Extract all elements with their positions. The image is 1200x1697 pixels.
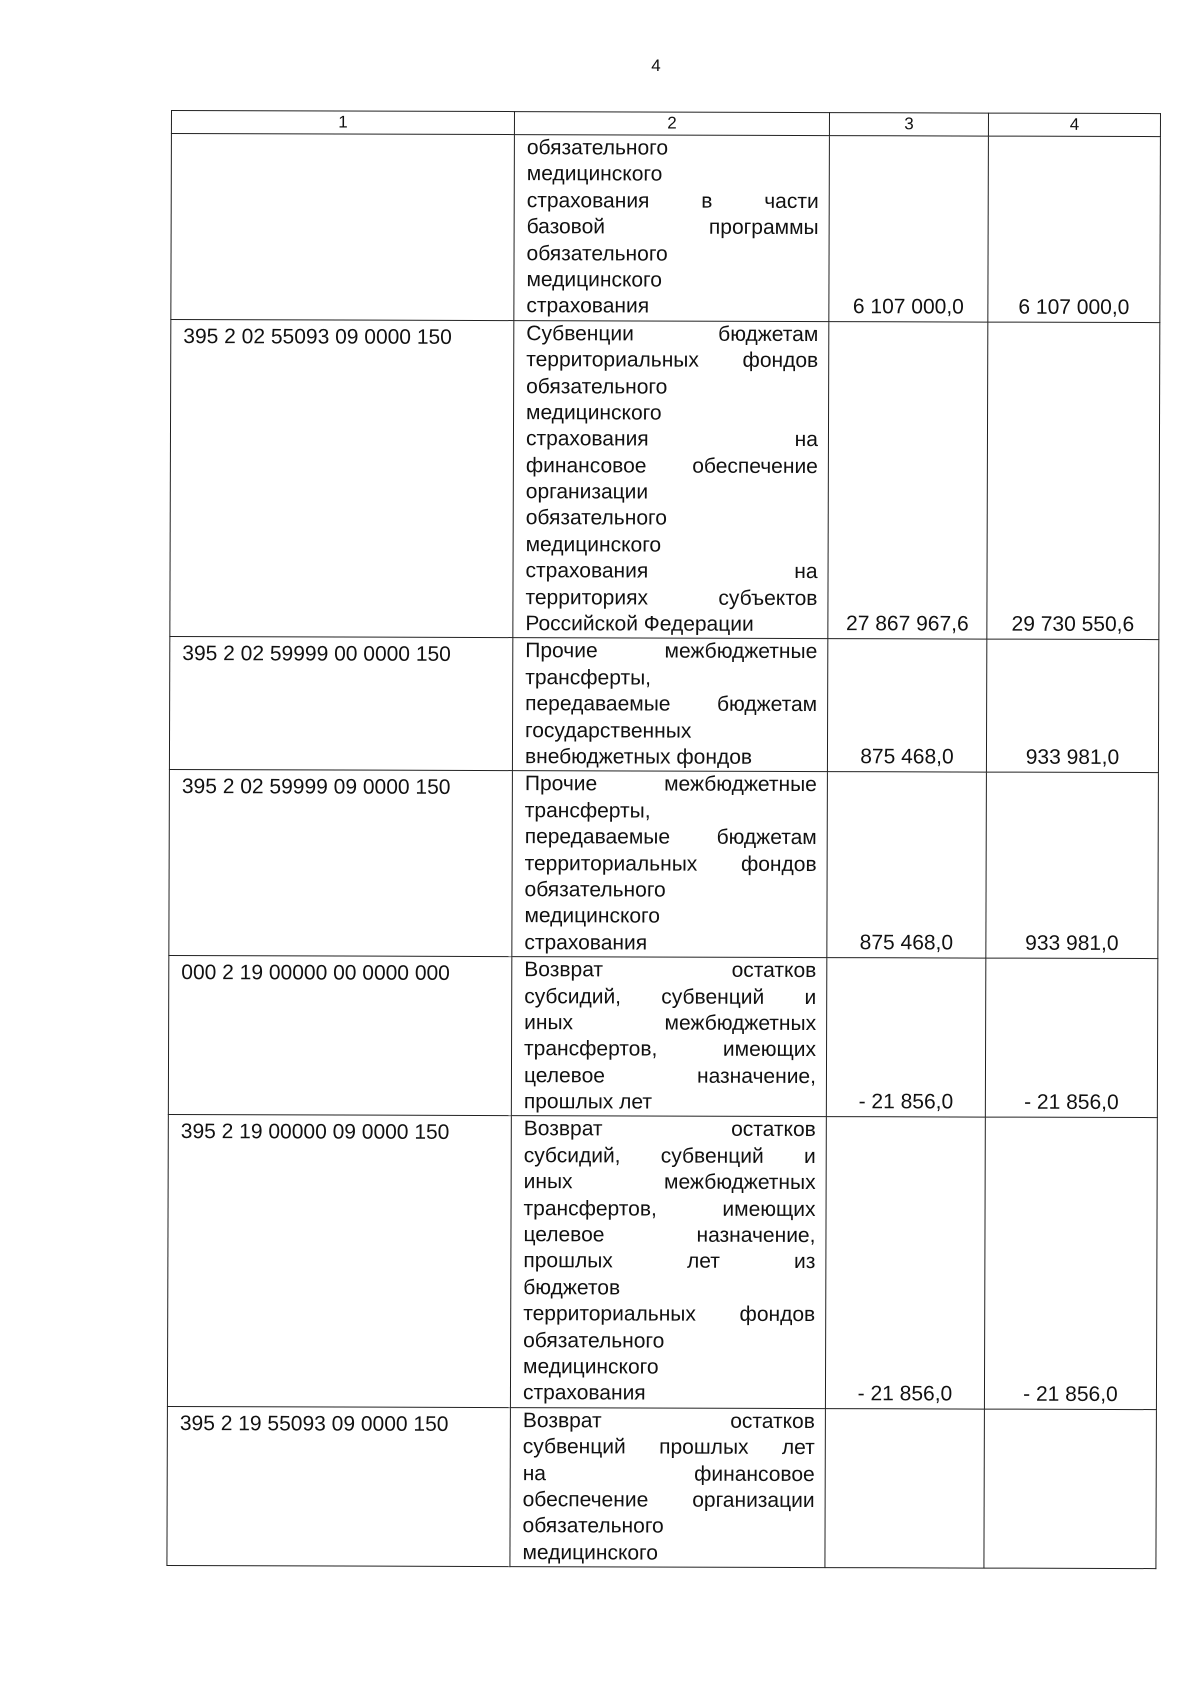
income-name-line	[527, 214, 819, 241]
amount-year-2-cell: 933 981,0	[986, 772, 1159, 958]
table-row	[169, 637, 1158, 773]
income-name-word: финансовое	[694, 1462, 815, 1486]
income-name-word: имеющих	[722, 1038, 817, 1062]
amount-year-2-cell: - 21 856,0	[985, 958, 1157, 1118]
income-name-line: медицинского	[526, 162, 663, 186]
income-name-line	[525, 851, 817, 878]
income-name-line	[524, 1036, 816, 1063]
income-name-line: прошлых лет	[523, 1090, 653, 1114]
amount-year-2-cell: 29 730 550,6	[987, 322, 1160, 640]
income-name-line: медицинского	[524, 904, 660, 928]
income-name-cell	[512, 771, 828, 958]
table-row	[171, 134, 1161, 323]
income-name-line: страхования	[526, 294, 650, 318]
budget-table	[166, 110, 1161, 1569]
header-row	[171, 111, 1160, 137]
income-name-cell	[512, 638, 827, 772]
income-name-word: страхования	[526, 188, 650, 213]
table-row	[167, 1406, 1156, 1568]
amount-year-1-cell: 875 468,0	[827, 772, 987, 958]
income-name-word: страхования	[525, 559, 649, 583]
income-name-line	[523, 1434, 815, 1461]
amount-year-2-cell: - 21 856,0	[984, 1118, 1157, 1410]
income-name-line	[525, 771, 817, 798]
amount-year-1-cell: 6 107 000,0	[829, 136, 989, 322]
income-name-word: страхования	[525, 427, 649, 451]
income-name-line	[523, 1301, 815, 1328]
income-name-word: иных	[524, 1011, 574, 1035]
income-name-cell	[511, 957, 826, 1117]
budget-code-cell: 395 2 19 55093 09 0000 150	[167, 1406, 510, 1566]
header-col-3: 3	[829, 113, 988, 136]
income-name-line	[524, 1117, 816, 1144]
income-name-line	[523, 1461, 815, 1488]
table-body	[167, 134, 1160, 1569]
income-name-line	[523, 1487, 815, 1514]
income-name-word: целевое	[523, 1063, 606, 1088]
income-name-line: обязательного	[526, 374, 668, 399]
income-name-line: организации	[525, 480, 649, 504]
income-name-word: передаваемые	[525, 692, 671, 716]
income-name-word: целевое	[523, 1223, 605, 1247]
income-name-word: остатков	[730, 1409, 815, 1433]
income-name-word: и	[804, 985, 817, 1009]
budget-code-cell: 395 2 19 00000 09 0000 150	[167, 1115, 511, 1407]
income-name-line: государственных	[525, 718, 692, 743]
income-name-line: обязательного	[524, 878, 666, 902]
income-name-word: субвенций	[660, 1144, 764, 1168]
income-name-word: Возврат	[523, 1117, 603, 1141]
income-name-line: страхования	[522, 1381, 646, 1405]
income-name-word: субсидий,	[524, 984, 622, 1008]
income-name-word: Субвенции	[526, 321, 634, 346]
income-name-line: обязательного	[526, 136, 669, 160]
table-row	[167, 1115, 1157, 1409]
income-name-line	[527, 188, 819, 215]
income-name-word: Прочие	[525, 639, 598, 663]
income-name-word: территориальных	[523, 1302, 696, 1326]
income-name-word: трансфертов,	[523, 1196, 657, 1221]
income-name-line: обязательного	[525, 506, 667, 531]
income-name-line	[523, 1408, 815, 1435]
amount-year-1-cell: - 21 856,0	[826, 958, 985, 1118]
income-name-word: бюджетам	[716, 825, 817, 850]
income-name-line: Российской Федерации	[525, 612, 754, 636]
income-name-word: территориях	[525, 585, 649, 610]
budget-code-cell: 000 2 19 00000 00 0000 000	[168, 956, 511, 1116]
income-name-word: фондов	[739, 1302, 816, 1327]
income-name-word: прошлых	[523, 1249, 613, 1273]
income-name-word: Прочие	[524, 772, 598, 796]
table-row	[168, 956, 1157, 1118]
header-col-2: 2	[514, 112, 829, 136]
budget-code-cell: 395 2 02 55093 09 0000 150	[170, 319, 514, 638]
income-name-line	[524, 1169, 816, 1196]
income-name-line	[524, 1010, 816, 1037]
income-name-line	[526, 347, 818, 374]
income-name-word: лет	[781, 1436, 815, 1460]
income-name-line: трансферты,	[525, 665, 652, 690]
table-row	[170, 319, 1160, 640]
amount-year-2-cell: 6 107 000,0	[988, 136, 1161, 322]
income-name-word: субсидий,	[523, 1143, 621, 1168]
header-col-1: 1	[171, 111, 514, 135]
table-row	[169, 770, 1159, 959]
income-name-line: медицинского	[526, 401, 662, 425]
income-name-word: базовой	[526, 215, 606, 239]
income-name-cell	[510, 1407, 825, 1567]
income-name-line: бюджетов	[523, 1275, 621, 1300]
income-name-line	[525, 824, 817, 851]
amount-year-1-cell: 875 468,0	[827, 639, 986, 772]
income-name-word: назначение,	[696, 1223, 816, 1248]
header-col-4: 4	[988, 113, 1160, 137]
income-name-line: обязательного	[523, 1328, 665, 1353]
budget-code-cell: 395 2 02 59999 09 0000 150	[169, 770, 513, 957]
income-name-line	[523, 1249, 815, 1276]
income-name-word: назначение,	[696, 1064, 817, 1088]
income-name-line: трансферты,	[524, 798, 651, 823]
income-name-word: фондов	[742, 348, 819, 373]
income-name-word: лет	[686, 1250, 720, 1274]
income-name-word: Возврат	[524, 958, 604, 982]
budget-code-cell	[171, 134, 515, 321]
income-name-line	[524, 957, 816, 984]
amount-year-2-cell	[984, 1409, 1156, 1569]
income-name-line	[525, 585, 817, 612]
income-name-line	[526, 453, 818, 480]
income-name-word: имеющих	[722, 1197, 816, 1221]
income-name-word: на	[794, 560, 818, 584]
income-name-word: из	[793, 1250, 816, 1274]
income-name-line: медицинского	[523, 1355, 659, 1379]
income-name-line: страхования	[524, 930, 648, 955]
income-name-word: бюджетам	[718, 322, 819, 346]
amount-year-1-cell	[825, 1408, 984, 1568]
page-number: 4	[651, 56, 661, 75]
income-name-line: медицинского	[525, 532, 662, 557]
income-name-word: остатков	[731, 958, 817, 983]
income-name-line: обязательного	[522, 1514, 664, 1538]
income-name-line	[526, 321, 818, 348]
income-name-word: межбюджетных	[664, 1011, 817, 1035]
income-name-word: на	[522, 1461, 547, 1485]
income-name-word: Возврат	[522, 1408, 602, 1433]
income-name-word: на	[794, 428, 819, 452]
income-name-word: межбюджетных	[664, 1170, 816, 1195]
income-name-word: территориальных	[526, 348, 699, 372]
income-name-line	[524, 1063, 816, 1090]
income-name-line	[525, 691, 817, 718]
income-name-line: внебюджетных фондов	[524, 745, 753, 769]
income-name-line	[524, 984, 816, 1011]
income-name-word: организации	[692, 1488, 815, 1512]
income-name-word: территориальных	[524, 851, 698, 876]
income-name-word: трансфертов,	[524, 1037, 658, 1061]
income-name-line	[525, 639, 817, 666]
budget-code-cell: 395 2 02 59999 00 0000 150	[169, 637, 512, 771]
amount-year-2-cell: 933 981,0	[986, 639, 1158, 772]
income-name-cell	[513, 320, 829, 639]
income-name-line: обязательного	[526, 241, 668, 266]
income-name-line	[524, 1143, 816, 1170]
income-name-word: остатков	[731, 1118, 816, 1142]
income-name-word: обеспечение	[522, 1488, 649, 1512]
amount-year-1-cell: 27 867 967,6	[828, 321, 988, 639]
income-name-word: программы	[708, 215, 819, 240]
income-name-line: медицинского	[526, 268, 662, 292]
income-name-line	[526, 426, 818, 453]
income-name-word: части	[764, 189, 819, 213]
income-name-word: и	[803, 1144, 816, 1168]
income-name-line	[523, 1222, 815, 1249]
income-name-line	[526, 558, 818, 585]
income-name-word: субъектов	[718, 586, 818, 610]
income-name-word: передаваемые	[524, 825, 671, 849]
income-name-word: в	[701, 189, 713, 213]
income-name-word: субвенций	[661, 985, 765, 1009]
income-name-line	[524, 1196, 816, 1223]
income-name-word: фондов	[740, 852, 817, 876]
income-name-cell	[514, 135, 830, 322]
income-name-word: субвенций	[522, 1435, 626, 1459]
income-name-word: межбюджетные	[664, 639, 818, 664]
income-name-word: финансовое	[525, 453, 647, 478]
income-name-word: бюджетам	[716, 692, 818, 717]
income-name-line: медицинского	[522, 1540, 658, 1565]
income-name-word: обеспечение	[692, 454, 818, 478]
income-name-word: прошлых	[659, 1435, 749, 1459]
income-name-word: межбюджетные	[664, 772, 817, 797]
income-name-word: иных	[523, 1170, 573, 1194]
income-name-cell	[510, 1116, 826, 1408]
amount-year-1-cell: - 21 856,0	[825, 1117, 985, 1409]
